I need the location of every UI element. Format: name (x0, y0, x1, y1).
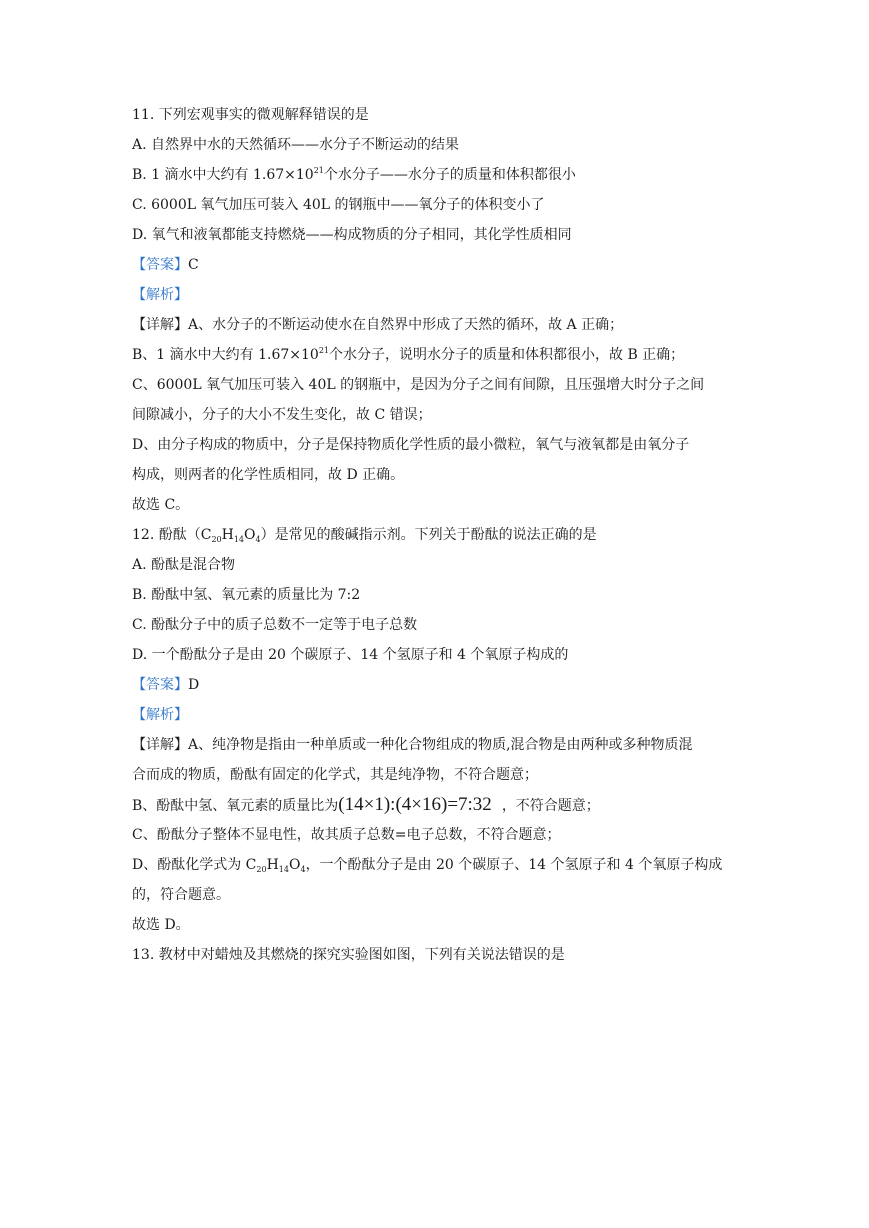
q12-detail-1: 【详解】A、纯净物是指由一种单质或一种化合物组成的物质,混合物是由两种或多种物质混 (132, 737, 693, 753)
q12-option-b: B. 酚酞中氢、氧元素的质量比为 7:2 (132, 587, 361, 603)
q11-stem: 11. 下列宏观事实的微观解释错误的是 (132, 107, 369, 123)
q11-detail-6: 构成，则两者的化学性质相同，故 D 正确。 (132, 467, 405, 483)
q11-answer: 【答案】C (132, 257, 199, 273)
q11-analysis-tag: 【解析】 (132, 287, 188, 303)
detail-tag: 【详解】 (132, 737, 188, 753)
q12-option-a: A. 酚酞是混合物 (132, 557, 236, 573)
q13-stem: 13. 教材中对蜡烛及其燃烧的探究实验图如图，下列有关说法错误的是 (132, 947, 565, 963)
q12-option-d: D. 一个酚酞分子是由 20 个碳原子、14 个氢原子和 4 个氧原子构成的 (132, 647, 569, 663)
q11-option-a: A. 自然界中水的天然循环——水分子不断运动的结果 (132, 137, 460, 153)
q11-detail-4: 间隙减小，分子的大小不发生变化，故 C 错误； (132, 407, 432, 423)
q12-detail-3: B、酚酞中氢、氧元素的质量比为(14×1):(4×16)=7:32 ，不符合题意； (132, 794, 600, 815)
q12-detail-5: D、酚酞化学式为 $C_{20}H_{14}O_4$，一个酚酞分子是由 20 个碳原子、14 个氢原子和 4 个氧原子构成 (132, 857, 723, 874)
q12-detail-6: 的，符合题意。 (132, 887, 230, 903)
q12-stem: 12. 酚酞$(C_{20}H_{14}O_4)$是常见的酸碱指示剂。下列关于酚酞的说法正确的是 (132, 527, 597, 544)
q12-detail-2: 合而成的物质，酚酞有固定的化学式，其是纯净物，不符合题意； (132, 767, 538, 783)
q11-detail-3: C、6000L 氧气加压可装入 40L 的钢瓶中，是因为分子之间有间隙，且压强增大时分子之间 (132, 377, 705, 393)
q11-detail-2: B、1 滴水中大约有 $1.67\times 10^{21}$个水分子，说明水分子的质量和体积都很小，故 B 正确； (132, 346, 685, 363)
q11-option-c: C. 6000L 氧气加压可装入 40L 的钢瓶中——氧分子的体积变小了 (132, 197, 545, 213)
q12-answer: 【答案】D (132, 677, 200, 693)
q11-conclusion: 故选 C。 (132, 497, 190, 513)
q12-analysis-tag: 【解析】 (132, 707, 188, 723)
answer-tag: 【答案】 (132, 677, 188, 693)
q11-option-d: D. 氧气和液氧都能支持燃烧——构成物质的分子相同，其化学性质相同 (132, 227, 572, 243)
mass-ratio-formula: (14×1):(4×16)=7:32 (338, 794, 492, 815)
answer-tag: 【答案】 (132, 257, 188, 273)
q11-detail-5: D、由分子构成的物质中，分子是保持物质化学性质的最小微粒，氧气与液氧都是由氧分子 (132, 437, 690, 453)
q12-option-c: C. 酚酞分子中的质子总数不一定等于电子总数 (132, 617, 418, 633)
q12-detail-4: C、酚酞分子整体不显电性，故其质子总数=电子总数，不符合题意； (132, 827, 561, 843)
detail-tag: 【详解】 (132, 317, 188, 333)
q12-conclusion: 故选 D。 (132, 917, 190, 933)
q11-option-b: B. 1 滴水中大约有 $1.67\times 10^{21}$个水分子——水分子的质量和体积都很小 (132, 166, 576, 183)
q11-detail-1: 【详解】A、水分子的不断运动使水在自然界中形成了天然的循环，故 A 正确； (132, 317, 624, 333)
